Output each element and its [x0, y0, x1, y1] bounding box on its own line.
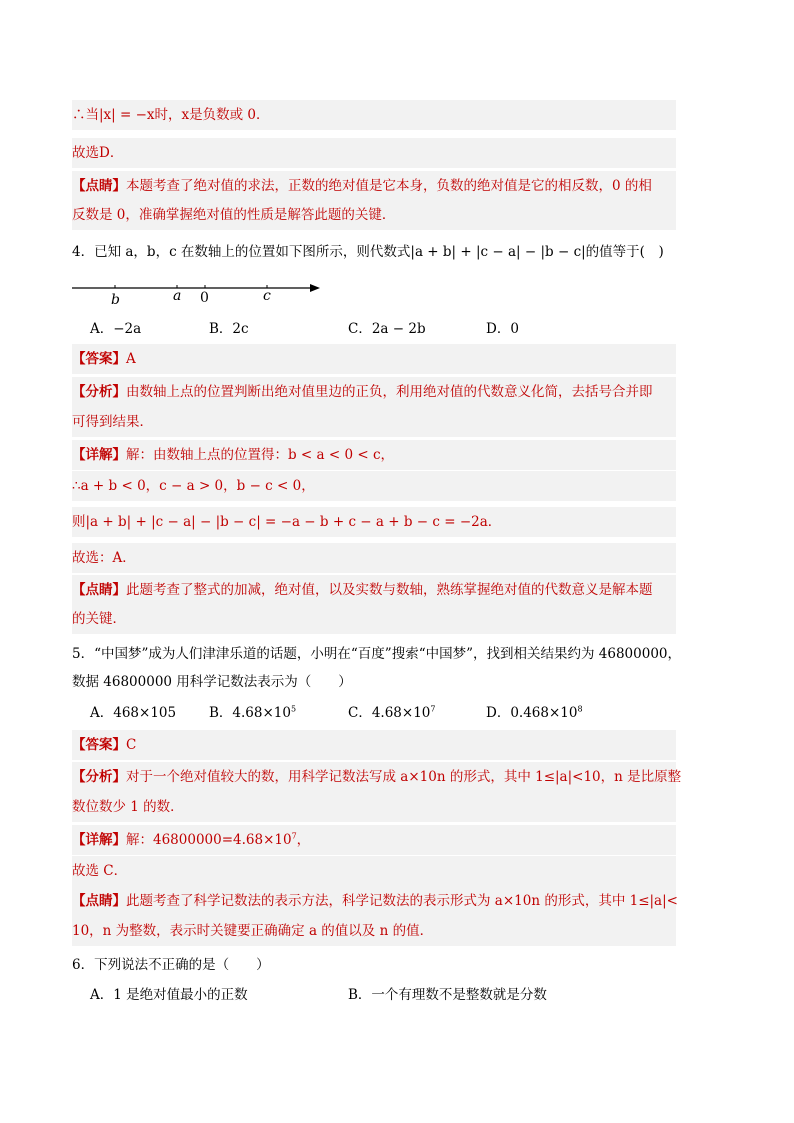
axis-label-b: b: [111, 292, 120, 308]
q6-stem: 6．下列说法不正确的是（ ）: [72, 957, 270, 973]
q4-detail-2: ∴a + b < 0，c − a > 0，b − c < 0，: [72, 471, 676, 501]
q3-comment-1: 【点睛】本题考查了绝对值的求法，正数的绝对值是它本身，负数的绝对值是它的相反数，0 的相: [72, 171, 676, 201]
q5-answer: 【答案】C: [72, 730, 676, 760]
q4-answer: 【答案】A: [72, 344, 676, 374]
q4-comment-1: 【点睛】此题考查了整式的加减，绝对值，以及实数与数轴，熟练掌握绝对值的代数意义是解本题: [72, 575, 676, 605]
q5-comment-2: 10，n 为整数，表示时关键要正确确定 a 的值以及 n 的值．: [72, 916, 676, 946]
q4-option-c: C．2a − 2b: [348, 321, 426, 337]
q4-option-d: D．0: [486, 321, 519, 337]
q4-stem: 4．已知 a，b，c 在数轴上的位置如下图所示，则代数式|a + b| + |c − a| − |b − c|的值等于( ): [72, 244, 664, 260]
axis-arrow: [310, 284, 320, 292]
number-line: [70, 276, 330, 312]
q4-option-a: A．−2a: [90, 321, 142, 337]
q5-option-d: D．$0.468\times 10^8$: [486, 704, 583, 721]
q4-analysis-1: 【分析】由数轴上点的位置判断出绝对值里边的正负，利用绝对值的代数意义化简，去括号合并即: [72, 377, 676, 407]
q5-detail-1: 【详解】解：$46800000=4.68\times 10^7$，: [72, 825, 676, 855]
q4-option-b: B．2c: [209, 321, 249, 337]
axis-label-zero: 0: [200, 290, 209, 306]
q5-analysis-2: 数位数少 1 的数．: [72, 792, 676, 822]
q5-option-b: B．$4.68\times 10^5$: [209, 704, 297, 721]
q5-detail-2: 故选 C．: [72, 856, 676, 886]
q5-stem-2: 数据 46800000 用科学记数法表示为（ ）: [72, 674, 352, 690]
axis-label-c: c: [263, 288, 271, 304]
q3-conclusion: ∴当|x| = −x时，x是负数或 0．: [72, 100, 676, 130]
q5-analysis-1: 【分析】对于一个绝对值较大的数，用科学记数法写成 a×10n 的形式，其中 1≤|a|<10，n 是比原整: [72, 762, 676, 792]
q3-choice: 故选D．: [72, 138, 676, 168]
q4-detail-4: 故选：A．: [72, 543, 676, 573]
q3-comment-2: 反数是 0，准确掌握绝对值的性质是解答此题的关键．: [72, 200, 676, 230]
q4-detail-3: 则|a + b| + |c − a| − |b − c| = −a − b + c − a + b − c = −2a．: [72, 507, 676, 537]
q5-option-c: C．$4.68\times 10^7$: [348, 704, 436, 721]
q4-comment-2: 的关键．: [72, 604, 676, 634]
q5-option-a: A．468×105: [90, 705, 177, 721]
q5-stem-1: 5．“中国梦”成为人们津津乐道的话题，小明在“百度”搜索“中国梦”，找到相关结果约为 46800000，: [72, 646, 682, 662]
q6-option-a: A．1 是绝对值最小的正数: [90, 987, 248, 1003]
q4-analysis-2: 可得到结果．: [72, 407, 676, 437]
q4-detail-1: 【详解】解：由数轴上点的位置得：b < a < 0 < c，: [72, 440, 676, 470]
axis-label-a: a: [173, 288, 182, 304]
q5-comment-1: 【点睛】此题考查了科学记数法的表示方法，科学记数法的表示形式为 a×10n 的形式，其中 1≤|a|<: [72, 886, 676, 916]
q6-option-b: B．一个有理数不是整数就是分数: [348, 987, 547, 1003]
